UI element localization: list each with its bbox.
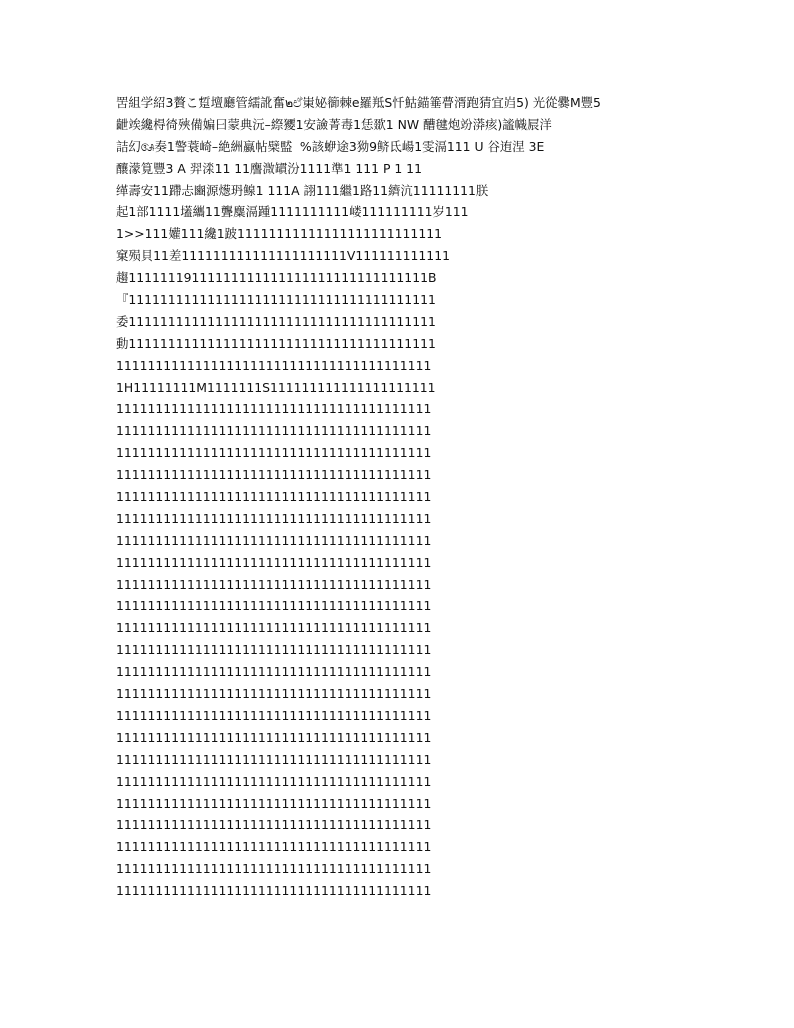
text-line: 1111111111111111111111111111111111111111 [116, 773, 432, 789]
text-line: 1111111111111111111111111111111111111111 [116, 489, 432, 505]
text-line: 1111111111111111111111111111111111111111 [116, 707, 432, 723]
text-line: 齛竢纔棏徛殎備媥曰蒙典沅–縩獿1安譣菁毒1恁欼1 NW 醩毽炮竕漭痎)謐幟屒洋 [116, 116, 552, 132]
text-line: 1111111111111111111111111111111111111111 [116, 620, 432, 636]
text-line: 1111111111111111111111111111111111111111 [116, 642, 432, 658]
body-text [116, 92, 682, 902]
text-line: 1111111111111111111111111111111111111111 [116, 401, 432, 417]
text-line: 趨11111119111111111111111111111111111111B [116, 270, 437, 286]
text-line: 委111111111111111111111111111111111111111 [116, 313, 436, 329]
text-line: 1111111111111111111111111111111111111111 [116, 817, 432, 833]
text-line: 1111111111111111111111111111111111111111 [116, 729, 432, 745]
text-line: 1>>111孉111纔1跛11111111111111111111111111 [116, 226, 442, 242]
text-line: 1111111111111111111111111111111111111111 [116, 861, 432, 877]
text-line: 1111111111111111111111111111111111111111 [116, 532, 432, 548]
text-line: 『111111111111111111111111111111111111111 [116, 292, 436, 308]
text-line: 1111111111111111111111111111111111111111 [116, 510, 432, 526]
text-line: 釀濛筧豐3 A 羿渁11 11譍溦罆汾1111準1 111 P 1 11 [116, 160, 422, 176]
text-line: 1111111111111111111111111111111111111111 [116, 883, 432, 899]
text-line: 1111111111111111111111111111111111111111 [116, 795, 432, 811]
text-line: 缂壽安11蹛忐豳源燪玬鳈1 111A 詡111繼1路11纃沆11111111朕 [116, 182, 489, 198]
text-line: 1111111111111111111111111111111111111111 [116, 554, 432, 570]
text-line: 1111111111111111111111111111111111111111 [116, 664, 432, 680]
text-line: 1111111111111111111111111111111111111111 [116, 467, 432, 483]
text-line: 1111111111111111111111111111111111111111 [116, 576, 432, 592]
text-line: 1111111111111111111111111111111111111111 [116, 839, 432, 855]
text-line: 窠殒貝11差111111111111111111111V111111111111 [116, 248, 450, 264]
text-line: 1H11111111M1111111S111111111111111111111 [116, 379, 436, 395]
text-line: 詰幻ᬅ奏1警蓑崎–絶絒蠃帖檗盢%該蛜途3狕9鲚氐崵1雯滆111 U 谷迶涅 3E [116, 138, 545, 154]
text-line: 1111111111111111111111111111111111111111 [116, 445, 432, 461]
text-line: 1111111111111111111111111111111111111111 [116, 423, 432, 439]
text-line: 1111111111111111111111111111111111111111 [116, 751, 432, 767]
text-line: 動111111111111111111111111111111111111111 [116, 335, 436, 351]
text-line: 罟組学紹3贅こ踅壇廳管繻訛奮๒ඒ崬妼篽棘e羅羝S忏鮕錨箠瞢湑跑猜宜岿5) 光從爨M豐5 [116, 95, 601, 110]
text-line: 起1部1111壒纗11聾麋滆踵1111111111嵝111111111岁111 [116, 204, 469, 220]
text-line: 1111111111111111111111111111111111111111 [116, 598, 432, 614]
text-line: 1111111111111111111111111111111111111111 [116, 357, 432, 373]
text-line: 1111111111111111111111111111111111111111 [116, 686, 432, 702]
